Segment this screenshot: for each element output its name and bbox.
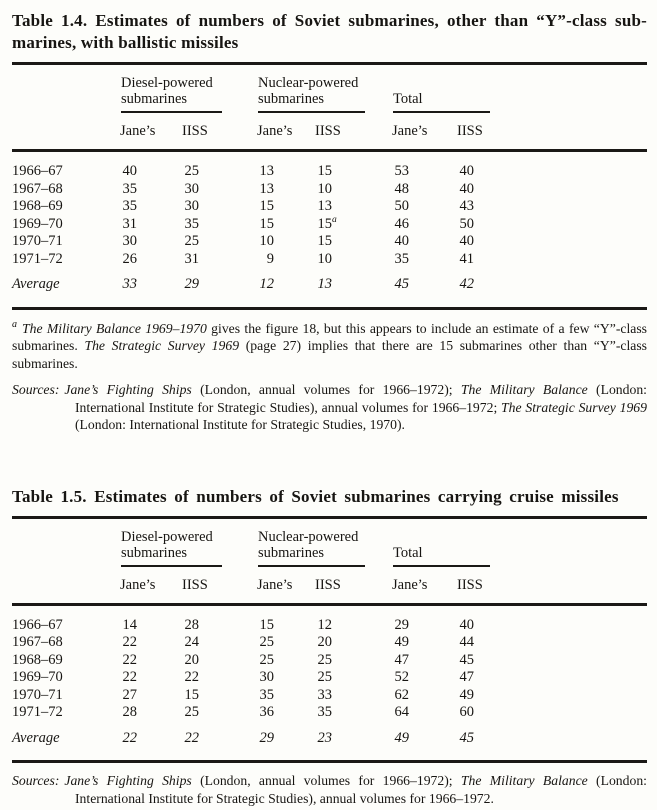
table14-sources bbox=[12, 381, 647, 434]
cell: 33 bbox=[317, 686, 332, 703]
col-header-janes: Jane’s bbox=[392, 114, 457, 151]
cell: 22 bbox=[184, 669, 199, 685]
average-label: Average bbox=[12, 268, 120, 308]
group-underline bbox=[393, 565, 490, 567]
group-nuclear-cell bbox=[257, 517, 392, 568]
footnote-work-title: The Military Balance 1969–1970 bbox=[22, 320, 207, 336]
table14-average-body bbox=[12, 268, 647, 308]
filler-cell bbox=[502, 268, 647, 308]
table-row bbox=[12, 233, 647, 251]
cell: 30 bbox=[122, 233, 137, 249]
col-header-janes: Jane’s bbox=[120, 114, 182, 151]
cell: 25 bbox=[317, 651, 332, 668]
cell: 64 bbox=[394, 704, 409, 720]
cell: 26 bbox=[122, 250, 137, 267]
cell: 40 bbox=[459, 163, 474, 179]
table-row bbox=[12, 669, 647, 687]
cell: 30 bbox=[184, 180, 199, 197]
cell: 20 bbox=[184, 651, 199, 668]
average-cell: 22 bbox=[120, 722, 182, 762]
cell: 15 bbox=[259, 616, 274, 633]
footnote-text: gives the figure 18, but this appears to include an estimate of a few “Y”-class submarines. bbox=[12, 320, 647, 353]
source-text: (London, annual volumes for 1966–1972); bbox=[191, 382, 461, 397]
cell: 10 bbox=[317, 250, 332, 267]
cell: 40 bbox=[459, 616, 474, 633]
table15-section bbox=[12, 486, 647, 808]
cell: 35 bbox=[259, 686, 274, 703]
cell: 49 bbox=[459, 686, 474, 703]
col-header-janes: Jane’s bbox=[120, 568, 182, 605]
cell: 31 bbox=[184, 250, 199, 267]
col-header-iiss: IISS bbox=[457, 114, 502, 151]
filler-cell bbox=[502, 233, 647, 251]
filler-cell bbox=[502, 634, 647, 652]
col-header-janes: Jane’s bbox=[257, 568, 315, 605]
table14-subheader-row bbox=[12, 114, 647, 151]
cell: 28 bbox=[122, 704, 137, 720]
row-label: 1968–69 bbox=[12, 198, 63, 214]
average-row bbox=[12, 722, 647, 762]
average-cell: 29 bbox=[257, 722, 315, 762]
table14-body bbox=[12, 151, 647, 269]
cell: 35 bbox=[317, 704, 332, 720]
cell: 22 bbox=[122, 651, 137, 668]
group-diesel-cell bbox=[120, 517, 257, 568]
cell: 25 bbox=[184, 163, 199, 179]
table15-sources bbox=[12, 772, 647, 807]
cell: 48 bbox=[394, 180, 409, 197]
group-nuclear-label: Nuclear-powered submarines bbox=[258, 75, 359, 107]
filler-cell bbox=[502, 64, 647, 115]
average-cell: 22 bbox=[182, 722, 257, 762]
table15-average-body bbox=[12, 722, 647, 762]
group-diesel-label: Diesel-powered submarines bbox=[121, 528, 213, 561]
row-label: 1969–70 bbox=[12, 215, 63, 232]
average-cell: 29 bbox=[182, 268, 257, 308]
source-work-title: Jane’s Fighting Ships bbox=[64, 773, 192, 788]
col-header-iiss: IISS bbox=[182, 114, 257, 151]
cell: 27 bbox=[122, 686, 137, 703]
filler-cell bbox=[502, 704, 647, 722]
cell: 45 bbox=[459, 651, 474, 668]
cell: 40 bbox=[122, 163, 137, 179]
cell: 41 bbox=[459, 250, 474, 267]
empty-cell bbox=[12, 64, 120, 115]
group-underline bbox=[258, 111, 365, 113]
cell: 25 bbox=[317, 669, 332, 685]
average-label: Average bbox=[12, 722, 120, 762]
row-label: 1971–72 bbox=[12, 250, 63, 267]
filler-cell bbox=[502, 687, 647, 705]
cell: 22 bbox=[122, 669, 137, 685]
cell: 13 bbox=[259, 163, 274, 179]
row-label: 1970–71 bbox=[12, 233, 63, 249]
col-header-iiss: IISS bbox=[315, 114, 392, 151]
cell: 25 bbox=[184, 704, 199, 720]
cell: 15 bbox=[259, 215, 274, 232]
cell: 12 bbox=[317, 616, 332, 633]
cell: 25 bbox=[259, 651, 274, 668]
average-cell: 45 bbox=[392, 268, 457, 308]
filler-cell bbox=[502, 568, 647, 605]
average-cell: 42 bbox=[457, 268, 502, 308]
filler-cell bbox=[502, 722, 647, 762]
footnote-marker: a bbox=[12, 318, 17, 330]
row-label: 1966–67 bbox=[12, 163, 63, 179]
cell: 36 bbox=[259, 704, 274, 720]
group-diesel-label: Diesel-powered submarines bbox=[121, 75, 213, 107]
table-row bbox=[12, 151, 647, 181]
cell: 25 bbox=[259, 634, 274, 650]
cell: 22 bbox=[122, 634, 137, 650]
row-label: 1966–67 bbox=[12, 616, 63, 633]
average-cell: 45 bbox=[457, 722, 502, 762]
source-text: (London: International Institute for Strategic Studies), annual volumes for 1966–1972. bbox=[75, 773, 647, 806]
filler-cell bbox=[502, 114, 647, 151]
cell: 30 bbox=[184, 198, 199, 214]
filler-cell bbox=[502, 251, 647, 269]
sources-label: Sources: bbox=[12, 773, 60, 788]
table14-title bbox=[12, 10, 647, 54]
empty-cell bbox=[12, 568, 120, 605]
cell: 35 bbox=[184, 215, 199, 232]
cell: 15 bbox=[184, 686, 199, 703]
cell: 29 bbox=[394, 616, 409, 633]
cell: 40 bbox=[394, 233, 409, 249]
table-row bbox=[12, 634, 647, 652]
cell: 44 bbox=[459, 634, 474, 650]
cell: 47 bbox=[394, 651, 409, 668]
sources-label: Sources: bbox=[12, 382, 60, 397]
empty-cell bbox=[12, 114, 120, 151]
group-total-label: Total bbox=[393, 91, 423, 107]
cell: 50 bbox=[459, 215, 474, 232]
cell: 13 bbox=[259, 180, 274, 197]
cell: 15$^a$ bbox=[317, 214, 337, 232]
cell: 10 bbox=[317, 180, 332, 197]
table14-title-line2: marines, with ballistic missiles bbox=[12, 33, 239, 52]
row-label: 1967–68 bbox=[12, 634, 63, 650]
cell: 47 bbox=[459, 669, 474, 685]
filler-cell bbox=[502, 604, 647, 634]
col-header-iiss: IISS bbox=[315, 568, 392, 605]
table15 bbox=[12, 516, 647, 764]
source-text: (London: International Institute for Strategic Studies, 1970). bbox=[75, 417, 405, 432]
average-cell: 12 bbox=[257, 268, 315, 308]
cell: 31 bbox=[122, 215, 137, 232]
filler-cell bbox=[502, 151, 647, 181]
table-row bbox=[12, 687, 647, 705]
filler-cell bbox=[502, 216, 647, 234]
table15-subheader-row bbox=[12, 568, 647, 605]
section-gap bbox=[12, 434, 647, 486]
group-total-cell bbox=[392, 517, 502, 568]
cell: 49 bbox=[394, 634, 409, 650]
group-underline bbox=[121, 111, 222, 113]
footnote-work-title: The Strategic Survey 1969 bbox=[84, 338, 240, 353]
cell: 40 bbox=[459, 180, 474, 197]
filler-cell bbox=[502, 181, 647, 199]
group-total-cell bbox=[392, 64, 502, 115]
cell: 60 bbox=[459, 704, 474, 720]
table14-footnote bbox=[12, 320, 647, 373]
group-nuclear-label: Nuclear-powered submarines bbox=[258, 528, 359, 561]
cell: 62 bbox=[394, 686, 409, 703]
cell: 13 bbox=[317, 198, 332, 214]
group-underline bbox=[393, 111, 490, 113]
source-text: (London: International Institute for Strategic Studies), annual volumes for 1966–1972; bbox=[75, 382, 647, 415]
cell: 9 bbox=[266, 250, 274, 267]
col-header-iiss: IISS bbox=[457, 568, 502, 605]
cell: 15 bbox=[317, 163, 332, 179]
group-total-label: Total bbox=[393, 544, 423, 561]
table-row bbox=[12, 198, 647, 216]
average-cell: 33 bbox=[120, 268, 182, 308]
cell: 35 bbox=[122, 180, 137, 197]
average-row bbox=[12, 268, 647, 308]
table-row bbox=[12, 181, 647, 199]
table14-title-line1: Table 1.4. Estimates of numbers of Soviet submarines, other than “Y”-class sub- bbox=[12, 11, 647, 30]
filler-cell bbox=[502, 198, 647, 216]
cell: 10 bbox=[259, 233, 274, 249]
average-cell: 13 bbox=[315, 268, 392, 308]
cell: 25 bbox=[184, 233, 199, 249]
cell: 24 bbox=[184, 634, 199, 650]
cell: 14 bbox=[122, 616, 137, 633]
cell: 30 bbox=[259, 669, 274, 685]
col-header-iiss: IISS bbox=[182, 568, 257, 605]
source-text: (London, annual volumes for 1966–1972); bbox=[191, 773, 461, 788]
table-row bbox=[12, 216, 647, 234]
cell: 20 bbox=[317, 634, 332, 650]
footnote-text: (page 27) implies that there are 15 submarines other than “Y”-class submarines. bbox=[12, 338, 647, 371]
table14-section bbox=[12, 10, 647, 434]
row-label: 1967–68 bbox=[12, 180, 63, 197]
cell: 53 bbox=[394, 163, 409, 179]
col-header-janes: Jane’s bbox=[392, 568, 457, 605]
average-cell: 49 bbox=[392, 722, 457, 762]
source-work-title: The Military Balance bbox=[460, 773, 588, 788]
average-cell: 23 bbox=[315, 722, 392, 762]
row-label: 1970–71 bbox=[12, 686, 63, 703]
cell: 28 bbox=[184, 616, 199, 633]
cell: 35 bbox=[394, 250, 409, 267]
table-row bbox=[12, 652, 647, 670]
source-work-title: The Military Balance bbox=[460, 382, 588, 397]
table15-group-header-row bbox=[12, 517, 647, 568]
filler-cell bbox=[502, 652, 647, 670]
cell: 15 bbox=[259, 198, 274, 214]
table14 bbox=[12, 62, 647, 310]
cell: 52 bbox=[394, 669, 409, 685]
filler-cell bbox=[502, 669, 647, 687]
group-underline bbox=[121, 565, 222, 567]
table-row bbox=[12, 604, 647, 634]
table-row bbox=[12, 251, 647, 269]
row-label: 1969–70 bbox=[12, 669, 63, 685]
table14-group-header-row bbox=[12, 64, 647, 115]
col-header-janes: Jane’s bbox=[257, 114, 315, 151]
cell: 15 bbox=[317, 233, 332, 249]
table15-body bbox=[12, 604, 647, 722]
source-work-title: Jane’s Fighting Ships bbox=[64, 382, 192, 397]
empty-cell bbox=[12, 517, 120, 568]
cell: 50 bbox=[394, 198, 409, 214]
cell: 35 bbox=[122, 198, 137, 214]
table-row bbox=[12, 704, 647, 722]
row-label: 1971–72 bbox=[12, 704, 63, 720]
source-work-title: The Strategic Survey 1969 bbox=[501, 399, 647, 415]
filler-cell bbox=[502, 517, 647, 568]
cell: 46 bbox=[394, 215, 409, 232]
group-nuclear-cell bbox=[257, 64, 392, 115]
cell: 43 bbox=[459, 198, 474, 214]
cell: 40 bbox=[459, 233, 474, 249]
group-underline bbox=[258, 565, 365, 567]
group-diesel-cell bbox=[120, 64, 257, 115]
table15-title: Table 1.5. Estimates of numbers of Soviet submarines carrying cruise missiles bbox=[12, 486, 619, 506]
row-label: 1968–69 bbox=[12, 651, 63, 668]
